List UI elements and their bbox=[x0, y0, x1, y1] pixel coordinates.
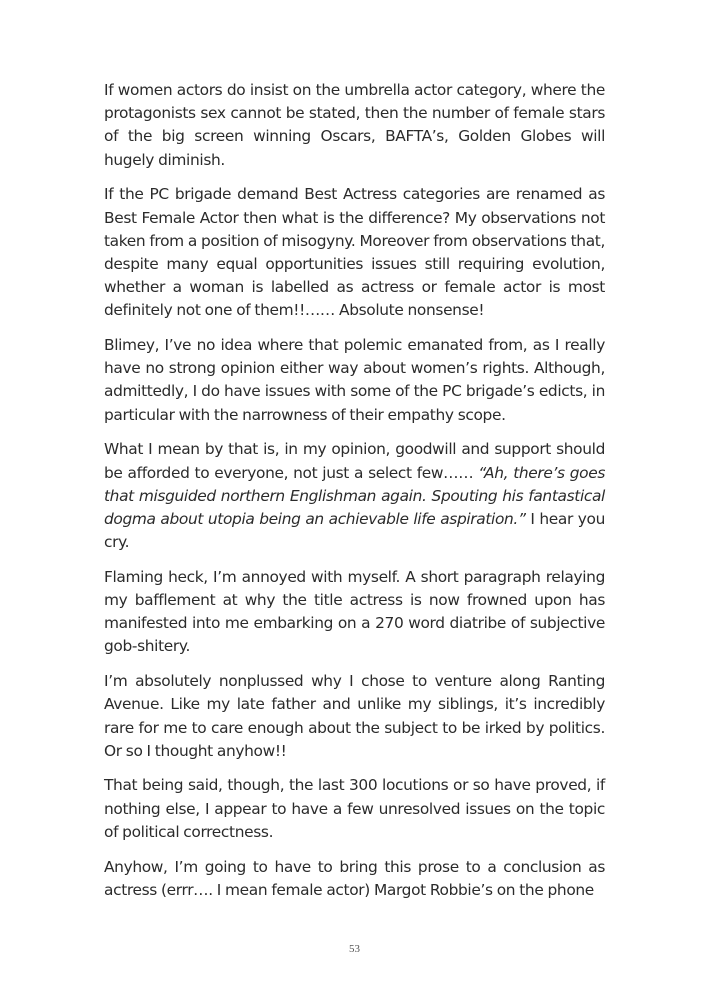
paragraph-4-tail: I hear you cry. bbox=[104, 509, 605, 552]
body-text bbox=[104, 79, 605, 902]
paragraph-6: I’m absolutely nonplussed why I chose to venture along Ranting Avenue. Like my late father and unlike my siblings, it’s incredibly rare for me to care enough about the subject to be irked by politics. Or so I thought anyhow!! bbox=[104, 672, 605, 760]
paragraph-8: Anyhow, I’m going to have to bring this prose to a conclusion as actress (errr…. I mean female actor) Margot Robbie’s on the phone bbox=[104, 857, 605, 899]
paragraph-5: Flaming heck, I’m annoyed with myself. A short paragraph relaying my bafflement at why the title actress is now frowned upon has manifested into me embarking on a 270 word diatribe of subjective gob-shitery. bbox=[104, 567, 605, 656]
paragraph-2: If the PC brigade demand Best Actress categories are renamed as Best Female Actor then what is the difference? My observations not taken from a position of misogyny. Moreover from observations that, despite many equal opportunities issues still requiring evolution, whether a woman is labelled as actress or female actor is most definitely not one of them!!…… Absolute nonsense! bbox=[104, 185, 605, 320]
paragraph-4-lead: What I mean by that is, in my opinion, goodwill and support should be afforded to everyone, not just a select few…… bbox=[104, 440, 605, 482]
paragraph-4-quote: “Ah, there’s goes that misguided northern Englishman again. Spouting his fantastical dogma about utopia being an achievable life aspiration.” bbox=[104, 463, 605, 528]
paragraph-4 bbox=[104, 438, 605, 554]
page-number: 53 bbox=[349, 943, 360, 955]
paragraph-3: Blimey, I’ve no idea where that polemic emanated from, as I really have no strong opinion either way about women’s rights. Although, admittedly, I do have issues with some of the PC brigade’s edicts, in particular with the narrowness of their empathy scope. bbox=[104, 336, 605, 424]
paragraph-1: If women actors do insist on the umbrella actor category, where the protagonists sex cannot be stated, then the number of female stars of the big screen winning Oscars, BAFTA’s, Golden Globes will hugely diminish. bbox=[104, 81, 605, 169]
paragraph-7: That being said, though, the last 300 locutions or so have proved, if nothing else, I appear to have a few unresolved issues on the topic of political correctness. bbox=[104, 776, 605, 841]
